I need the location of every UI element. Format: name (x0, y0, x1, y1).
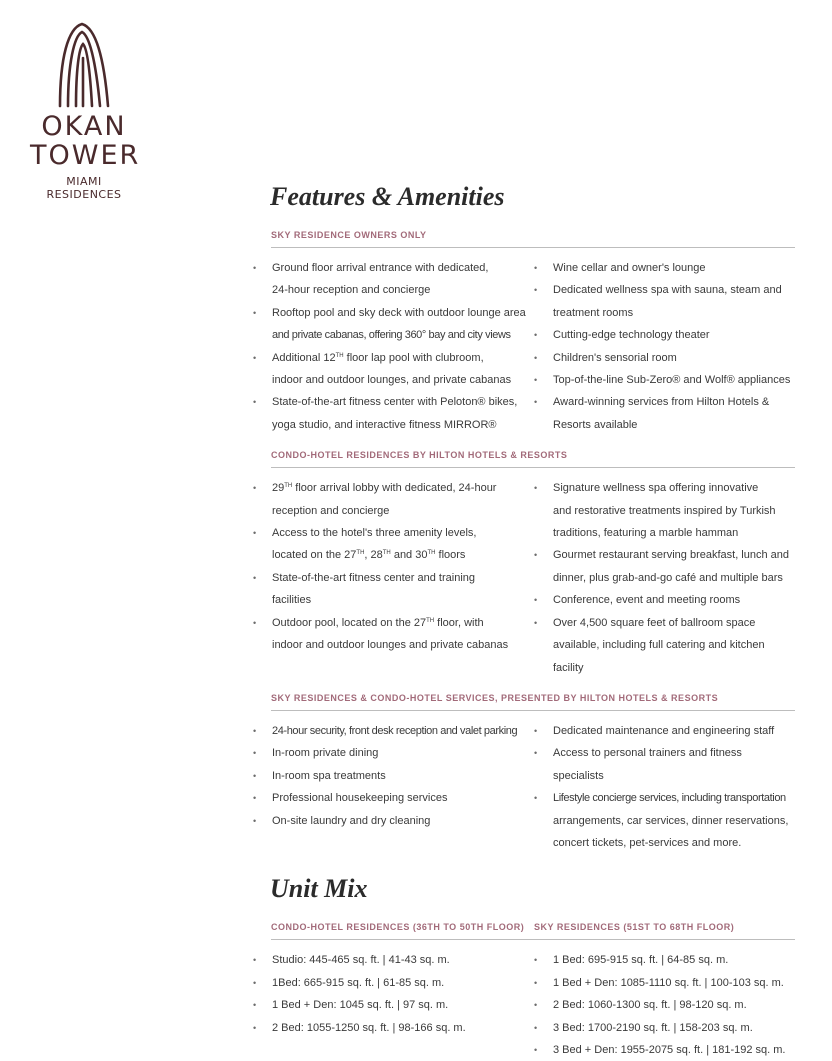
item-line: • Over 4,500 square feet of ballroom space (553, 616, 756, 629)
logo-sub: RESIDENCES (46, 188, 122, 201)
unit-mix-column (253, 916, 534, 1061)
unit-item: • Studio: 445-465 sq. ft. | 41-43 sq. m. (253, 949, 534, 971)
amenity-item (534, 589, 795, 611)
item-line: • Children's sensorial room (553, 351, 677, 364)
column-left (253, 720, 534, 854)
amenity-item (534, 544, 795, 589)
amenity-item (534, 720, 795, 742)
item-line: indoor and outdoor lounges and private cabanas (272, 639, 509, 652)
item-line: • 29TH floor arrival lobby with dedicated, 24-hour (272, 482, 497, 495)
unit-list (534, 949, 795, 1061)
unit-item: • 2 Bed: 1060-1300 sq. ft. | 98-120 sq. m. (534, 994, 795, 1016)
amenity-item (534, 369, 795, 391)
amenity-item (253, 347, 534, 392)
item-line: • Professional housekeeping services (272, 792, 448, 805)
unit-item: • 3 Bed + Den: 1955-2075 sq. ft. | 181-192 sq. m. (534, 1039, 795, 1061)
item-line: available, including full catering and kitchen facility (553, 639, 765, 674)
item-line: facilities (272, 594, 312, 607)
amenity-item (534, 742, 795, 787)
item-line: Resorts available (553, 418, 638, 431)
section-columns (253, 477, 795, 679)
item-line: • On-site laundry and dry cleaning (272, 814, 431, 827)
column-right (534, 477, 795, 679)
section-divider (534, 939, 795, 940)
item-line: indoor and outdoor lounges, and private cabanas (272, 374, 512, 387)
item-line: arrangements, car services, dinner reservations, (553, 814, 789, 827)
amenity-item (253, 742, 534, 764)
column-left (253, 257, 534, 436)
column-left (253, 477, 534, 679)
amenity-item (253, 302, 534, 347)
amenity-item (253, 787, 534, 809)
item-line: treatment rooms (553, 306, 634, 319)
unit-mix-title: Unit Mix (270, 874, 368, 904)
tower-arches-icon (54, 18, 114, 108)
unit-item: • 1 Bed: 695-915 sq. ft. | 64-85 sq. m. (534, 949, 795, 971)
section-divider (271, 710, 795, 711)
item-line: and restorative treatments inspired by Turkish (553, 504, 776, 517)
item-line: yoga studio, and interactive fitness MIRROR® (272, 418, 497, 431)
amenity-item (253, 612, 534, 657)
item-line: • Dedicated wellness spa with sauna, steam and (553, 284, 782, 297)
features-title: Features & Amenities (270, 182, 505, 211)
amenity-item (253, 720, 534, 742)
section-heading: SKY RESIDENCES & CONDO-HOTEL SERVICES, PRESENTED BY HILTON HOTELS & RESORTS (271, 692, 719, 703)
section-divider (271, 247, 795, 248)
amenity-item (534, 477, 795, 544)
unit-mix-heading: CONDO-HOTEL RESIDENCES (36TH TO 50TH FLOOR) (271, 922, 525, 933)
logo-line2: TOWER (30, 140, 141, 171)
item-line: • Ground floor arrival entrance with dedicated, (272, 262, 489, 274)
amenity-item (534, 612, 795, 679)
item-line: concert tickets, pet-services and more. (553, 836, 742, 849)
item-line: • Wine cellar and owner's lounge (553, 262, 706, 274)
amenity-item (253, 391, 534, 436)
brand-logo (30, 18, 141, 201)
item-line: and private cabanas, offering 360° bay and city views (272, 329, 511, 342)
amenity-item (534, 279, 795, 324)
amenity-item (253, 477, 534, 522)
item-line: reception and concierge (272, 504, 390, 517)
column-right (534, 720, 795, 854)
section-heading: CONDO-HOTEL RESIDENCES BY HILTON HOTELS & RESORTS (271, 450, 568, 461)
amenity-item (534, 391, 795, 436)
item-line: • Award-winning services from Hilton Hotels & (553, 396, 770, 409)
section-heading: SKY RESIDENCE OWNERS ONLY (271, 230, 427, 240)
amenity-item (534, 324, 795, 346)
item-line: • Conference, event and meeting rooms (553, 594, 741, 607)
logo-city: MIAMI (66, 175, 102, 188)
item-line: • Gourmet restaurant serving breakfast, lunch and (553, 549, 790, 562)
logo-line1: OKAN (41, 111, 127, 142)
amenity-item (534, 257, 795, 279)
amenity-item (253, 257, 534, 302)
amenity-item (253, 522, 534, 567)
item-line: • Lifestyle concierge services, including transportation (553, 792, 786, 805)
item-line: • Access to the hotel's three amenity levels, (272, 527, 477, 540)
item-line: • State-of-the-art fitness center and training (272, 571, 475, 584)
item-line: • Cutting-edge technology theater (553, 329, 710, 342)
unit-mix (253, 916, 795, 1061)
amenity-item (253, 765, 534, 787)
amenity-item (534, 787, 795, 854)
item-line: dinner, plus grab-and-go café and multiple bars (553, 571, 783, 584)
item-line: • 24-hour security, front desk reception and valet parking (272, 724, 518, 737)
amenity-item (534, 347, 795, 369)
item-line: 24-hour reception and concierge (272, 284, 431, 297)
item-line: • Rooftop pool and sky deck with outdoor lounge area (272, 306, 526, 319)
item-line: • In-room private dining (272, 747, 379, 760)
item-line: • State-of-the-art fitness center with Peloton® bikes, (272, 396, 518, 409)
item-line: • Outdoor pool, located on the 27TH floor, with (272, 616, 484, 629)
item-line: • Top-of-the-line Sub-Zero® and Wolf® appliances (553, 374, 791, 387)
item-line: • Additional 12TH floor lap pool with clubroom, (272, 351, 484, 364)
item-line: • In-room spa treatments (272, 769, 386, 782)
section-divider (271, 939, 534, 940)
item-line: • Dedicated maintenance and engineering staff (553, 724, 775, 737)
unit-item: • 1 Bed + Den: 1085-1110 sq. ft. | 100-103 sq. m. (534, 972, 795, 994)
item-line: traditions, featuring a marble hamman (553, 527, 739, 540)
unit-item: • 3 Bed: 1700-2190 sq. ft. | 158-203 sq. m. (534, 1017, 795, 1039)
section-columns (253, 720, 795, 854)
unit-item: • 1Bed: 665-915 sq. ft. | 61-85 sq. m. (253, 972, 534, 994)
column-right (534, 257, 795, 436)
features-sections (253, 228, 795, 854)
item-line: • Access to personal trainers and fitness specialists (553, 747, 742, 782)
section-divider (271, 467, 795, 468)
item-line: located on the 27TH, 28TH and 30TH floors (272, 549, 466, 562)
unit-item: • 2 Bed: 1055-1250 sq. ft. | 98-166 sq. m. (253, 1017, 534, 1039)
unit-list (253, 949, 534, 1039)
unit-mix-heading: SKY RESIDENCES (51ST TO 68TH FLOOR) (534, 922, 735, 933)
unit-mix-column (534, 916, 795, 1061)
section-columns (253, 257, 795, 436)
unit-item: • 1 Bed + Den: 1045 sq. ft. | 97 sq. m. (253, 994, 534, 1016)
content (253, 176, 795, 1061)
item-line: • Signature wellness spa offering innovative (553, 482, 759, 495)
amenity-item (253, 567, 534, 612)
amenity-item (253, 810, 534, 832)
